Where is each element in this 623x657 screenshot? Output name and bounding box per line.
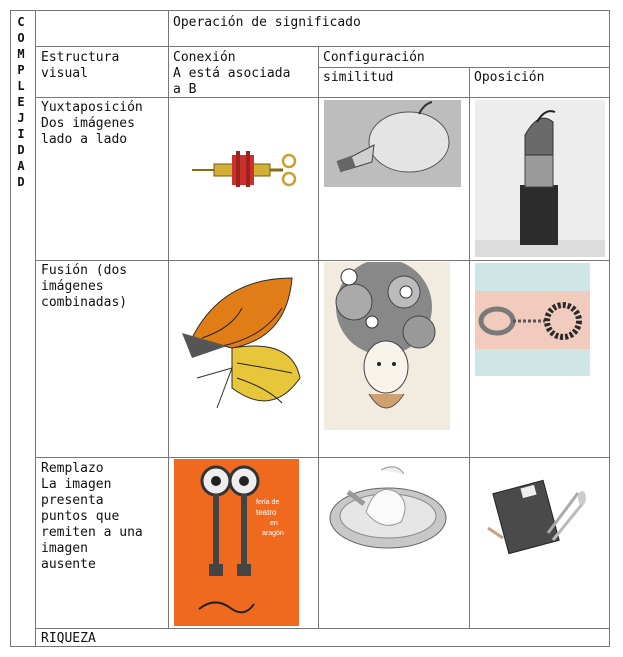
notebook-cutlery-image <box>478 478 588 558</box>
complejidad-label: C O M P L E J I D A D <box>17 15 25 189</box>
row2-label: Fusión (dos imágenes combinadas) <box>41 263 128 310</box>
poster-line4: aragón <box>262 530 284 537</box>
opposition-heading: Oposición <box>474 70 545 85</box>
keys-poster-image <box>174 459 299 626</box>
operation-heading: Operación de significado <box>173 15 361 30</box>
tray-image <box>326 462 448 554</box>
hair-girl-illustration <box>324 262 450 430</box>
poster-line2: teatro <box>256 508 277 517</box>
structure-heading: Estructura visual <box>41 50 120 81</box>
similarity-heading: similitud <box>323 70 394 85</box>
footer-cell <box>35 628 610 647</box>
pear-bulb-image <box>324 100 461 187</box>
butterfly-image <box>172 268 314 418</box>
header-blank-cell <box>35 10 169 47</box>
row3-label: Remplazo La imagen presenta puntos que remiten a una imagen ausente <box>41 461 143 572</box>
syringe-image <box>188 145 308 195</box>
poster-line3: en <box>270 520 278 527</box>
poster-line1: feria de <box>256 499 280 506</box>
handcuffs-image <box>475 263 590 376</box>
footer-label: RIQUEZA <box>41 631 96 646</box>
configuration-heading: Configuración <box>323 50 425 65</box>
connection-heading: Conexión A está asociada a B <box>173 50 291 97</box>
row1-label: Yuxtaposición Dos imágenes lado a lado <box>41 100 143 147</box>
lipstick-bullet-image <box>475 100 605 257</box>
